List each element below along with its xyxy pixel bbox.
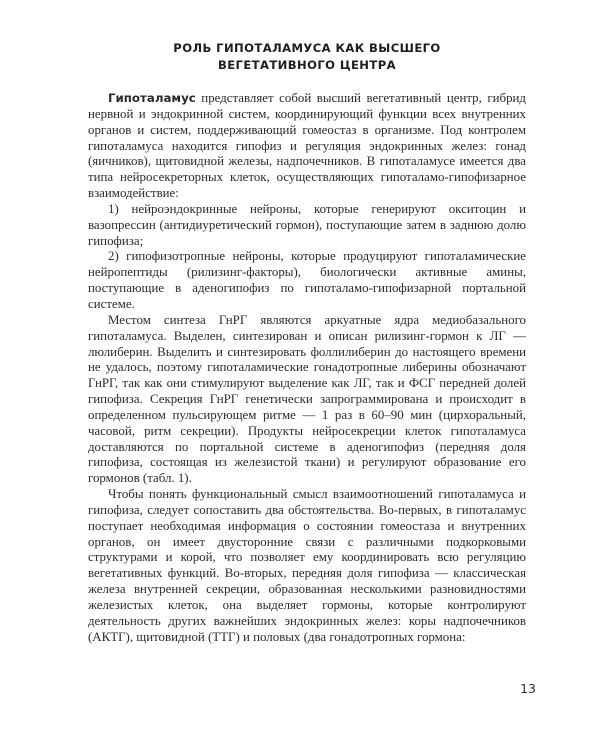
paragraph-gnrh-synthesis: Местом синтеза ГнРГ являются аркуатные ядра медиобазального гипоталамуса. Выделен, синтезирован и описан рилизинг-гормон к ЛГ — люлиберин. Выделить и синтезировать фоллилиберин до настоящего времени не удалось, поэтому гипоталамические гонадотропные либерины обозначают ГнРГ, так как они стимулируют выделение как ЛГ, так и ФСГ передней долей гипофиза. Секреция ГнРГ генетически запрограммирована и происходит в определенном пульсирующем ритме — 1 раз в 60–90 мин (цирхоральный, часовой, ритм секреции). Продукты нейросекреции клеток гипоталамуса доставляются по портальной системе в аденогипофиз (передняя доля гипофиза, состоящая из железистой ткани) и регулируют образование его гормонов (табл. 1).	[88, 312, 526, 486]
page-number: 13	[520, 681, 536, 696]
body-text	[88, 91, 526, 646]
term-hypothalamus: Гипоталамус	[108, 91, 196, 105]
paragraph-hypothalamus-definition	[88, 91, 526, 202]
paragraph-hypothalamus-pituitary-relations: Чтобы понять функциональный смысл взаимоотношений гипоталамуса и гипофиза, следует сопоставить два обстоятельства. Во-первых, в гипоталамус поступает необходимая информация о состоянии гомеостаза и внутренних органов, он имеет двусторонние связи с различными подкорковыми структурами и корой, что позволяет ему координировать всю регуляцию вегетативных функций. Во-вторых, передняя доля гипофиза — классическая железа внутренней секреции, образованная несколькими разновидностями железистых клеток, она выделяет гормоны, которые контролируют деятельность других важнейших эндокринных желез: коры надпочечников (АКТГ), щитовидной (ТТГ) и половых (два гонадотропных гормона:	[88, 487, 526, 644]
section-title-line-2: ВЕГЕТАТИВНОГО ЦЕНТРА	[218, 58, 396, 72]
section-title	[88, 40, 526, 74]
document-page	[88, 40, 526, 646]
paragraph-neuroendocrine-neurons: 1) нейроэндокринные нейроны, которые генерируют окситоцин и вазопрессин (антидиуретический гормон), поступающие затем в заднюю долю гипофиза;	[88, 201, 526, 248]
paragraph-1-text: представляет собой высший вегетативный центр, гибрид нервной и эндокринной систем, координирующий функции всех внутренних органов и систем, поддерживающий гомеостаз в организме. Под контролем гипоталамуса находится гипофиз и регуляция эндокринных желез: гонад (яичников), щитовидной железы, надпочечников. В гипоталамусе имеется два типа нейросекреторных клеток, осуществляющих гипоталамо-гипофизарное взаимодействие:	[88, 91, 526, 201]
paragraph-hypophysiotropic-neurons: 2) гипофизотропные нейроны, которые продуцируют гипоталамические нейропептиды (рилизинг-факторы), биологически активные амины, поступающие в аденогипофиз по гипоталамо-гипофизарной портальной системе.	[88, 249, 526, 311]
section-title-line-1: РОЛЬ ГИПОТАЛАМУСА КАК ВЫСШЕГО	[173, 41, 441, 55]
